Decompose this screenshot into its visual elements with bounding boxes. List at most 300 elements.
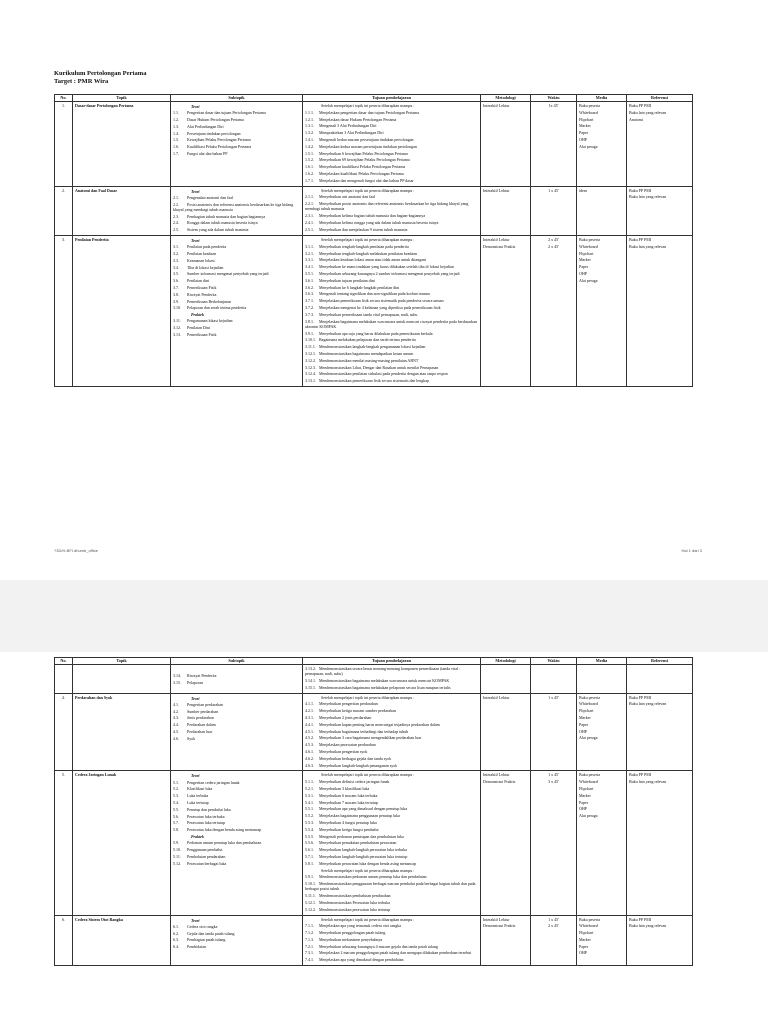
subtopic-text: Pemeriksaan Berkelanjutan — [187, 298, 231, 304]
objective-item — [305, 847, 478, 852]
media-cell — [577, 235, 627, 386]
media-item: Paper — [579, 721, 589, 727]
subtopic-item — [173, 244, 300, 249]
objective-item — [305, 227, 478, 232]
objective-text: Menjelaskan bagaimana melakukan wawancara untuk mencari riwayat penderita pada berdasarkan akronim KOMPAK — [305, 318, 478, 329]
objective-number: 7.3.1. — [305, 950, 314, 956]
reference-item: Buku lain yang relevan — [629, 701, 667, 707]
objective-item — [305, 220, 478, 225]
objective-text: Mendemonstrasikan Perawatan luka terbuka — [319, 899, 390, 905]
reference-cell — [627, 693, 693, 771]
subtopic-text: Kualifikasi Pelaku Pertolongan Pertama — [187, 144, 252, 150]
objective-item — [305, 742, 478, 747]
objective-number: 5.5.1. — [305, 806, 314, 812]
subtopic-text: Perawatan luka dengan benda asing menancap — [187, 827, 262, 833]
subtopic-text: Pedoman umum penutup luka dan pembalutan — [187, 840, 262, 846]
subtopic-item — [173, 924, 300, 929]
subtopic-text: Pembidaian — [187, 944, 206, 950]
subtopic-number: 3.5. — [173, 271, 179, 277]
subtopic-number: 5.5. — [173, 806, 179, 812]
objective-item — [305, 351, 478, 356]
subtopic-text: Cedera otot rangka — [187, 923, 218, 929]
objective-number: 3.12.4. — [305, 371, 316, 377]
reference-cell — [627, 771, 693, 915]
objective-item — [305, 840, 478, 845]
table-row — [55, 102, 693, 187]
objective-lead: Setelah mempelajari topik ini peserta diharapkan mampu : — [321, 867, 415, 873]
objective-text: Mendemonstrasikan bagaimana melakukan pelaporan secara lisan maupun tertulis — [319, 684, 451, 690]
topic-cell — [73, 235, 171, 386]
objective-number: 3.8.1. — [305, 318, 314, 324]
objective-number: 3.3.1. — [305, 257, 314, 263]
subtopic-number: 4.2. — [173, 708, 179, 714]
objective-text: Menyebutkan arti anatomi dan faal — [319, 194, 375, 200]
media-item: Paper — [579, 799, 589, 805]
media-cell — [577, 665, 627, 694]
subtopic-text: Pengertian dasar dan tujuan Pertolongan Pertama — [187, 110, 266, 116]
subtopic-text: Dasar Hukum Pertolongan Pertama — [187, 117, 244, 122]
subtopic-cell — [171, 102, 303, 187]
subtopic-number: 3.13. — [173, 331, 181, 337]
objective-item — [305, 298, 478, 303]
media-cell — [577, 771, 627, 915]
objective-item — [305, 344, 478, 349]
media-item: Whiteboard — [579, 109, 598, 115]
reference-cell — [627, 915, 693, 966]
subtopic-text: Klasifikasi luka — [187, 786, 213, 792]
objective-item — [305, 786, 478, 791]
objective-text: Mendemonstrasikan pembalutan pendarahan — [319, 893, 391, 899]
objective-item — [305, 881, 478, 891]
objective-text: Mendemonstrasikan Lihat, Dengar dan Rasakan untuk menilai Pernapasan — [319, 364, 439, 370]
subtopic-item — [173, 722, 300, 727]
objective-text: Menyebutkan 69 kewajiban Pelaku Pertolongan Pertama — [319, 157, 410, 163]
subtopic-number: 6.4. — [173, 944, 179, 950]
header-topik: Topik — [73, 658, 171, 665]
subtopic-item — [173, 292, 300, 297]
row-number: 6. — [55, 915, 73, 966]
method-item: Interaktif Lektur — [483, 103, 510, 108]
objective-text: Menyebutkan 6 macam luka terbuka — [319, 792, 378, 798]
objective-text: Menjelaskan 2 macam penggolongan patah tulang dan mengapa dilakukan pembedaan tersebut — [319, 950, 472, 956]
subtopic-item — [173, 195, 300, 200]
objective-text: Bagaimana melakukan pelaporan dan serah terima penderita — [319, 337, 416, 343]
media-item: Buku peserta — [579, 236, 600, 242]
objective-number: 4.2.1. — [305, 708, 314, 714]
objective-item — [305, 861, 478, 866]
subtopic-number: 3.7. — [173, 284, 179, 290]
time-cell — [531, 235, 577, 386]
subtopic-text: Gejala dan tanda patah tulang — [187, 930, 235, 936]
objective-text: Menyebutkan 2 jenis perdarahan — [319, 714, 372, 720]
subtopic-text: Posisi anatomis dan referensi anatomis berdasarkan ke tiga bidang khayal yang membagi tubuh manusia — [173, 201, 294, 212]
objective-item — [305, 378, 478, 383]
objective-text: Menjelaskan mengenai ke 4 kelainan yang diperiksa pada pemeriksaan fisik — [319, 304, 441, 310]
objective-cell — [303, 665, 481, 694]
subtopic-item — [173, 124, 300, 129]
objective-item — [305, 806, 478, 811]
document-title: Kurikulum Pertolongan Pertama — [54, 70, 147, 77]
table-header-row — [55, 95, 693, 102]
time-cell — [531, 102, 577, 187]
time-item: 2 x 45' — [548, 243, 559, 249]
objective-number: 5.10.1. — [305, 881, 316, 887]
objective-item — [305, 178, 478, 183]
objective-number: 5.6.1. — [305, 847, 314, 853]
objective-text: Menyebutkan pengertian syok — [319, 748, 368, 754]
time-item: 1x 45' — [548, 103, 559, 108]
subtopic-text: Perawatan berbagai luka — [187, 860, 227, 866]
subtopic-cell — [171, 186, 303, 235]
media-item: idem — [579, 187, 587, 193]
topic-name: Dasar-dasar Pertolongan Pertama — [75, 103, 134, 108]
subtopic-item — [173, 258, 300, 263]
curriculum-table-page-1 — [54, 94, 693, 387]
section-label: Praktek — [191, 833, 204, 839]
objective-item — [305, 813, 478, 818]
section-label: Teori — [191, 917, 200, 923]
row-number: 5. — [55, 771, 73, 915]
subtopic-text: Syok — [187, 735, 196, 741]
objective-cell — [303, 102, 481, 187]
table-row — [55, 915, 693, 966]
objective-item — [305, 923, 478, 928]
subtopic-text: Pengertian perdarahan — [187, 701, 223, 707]
subtopic-number: 2.1. — [173, 194, 179, 200]
subtopic-item — [173, 278, 300, 283]
objective-number: 7.2.1. — [305, 943, 314, 949]
method-cell — [481, 186, 531, 235]
media-item: Marker — [579, 936, 591, 942]
objective-text: Menjelaskan bagaimana penggunaan penutup luka — [319, 813, 400, 819]
topic-cell — [73, 186, 171, 235]
subtopic-item — [173, 736, 300, 741]
subtopic-item — [173, 151, 300, 156]
subtopic-number: 3.9. — [173, 298, 179, 304]
objective-item — [305, 194, 478, 199]
header-metodologi: Metodologi — [481, 95, 531, 102]
subtopic-cell — [171, 915, 303, 966]
reference-item: Buku lain yang relevan — [629, 194, 667, 200]
subtopic-text: Pemeriksaan Fisik — [187, 331, 217, 337]
media-item: OHP — [579, 950, 588, 956]
topic-cell — [73, 665, 171, 694]
objective-number: 7.4.1. — [305, 957, 314, 963]
objective-lead: Setelah mempelajari topik ini peserta diharapkan mampu : — [321, 187, 415, 193]
objective-number: 1.1.1. — [305, 109, 314, 115]
subtopic-cell — [171, 235, 303, 386]
objective-text: Menyebutkan 6 kewajiban Pelaku Pertolongan Pertama — [319, 150, 408, 156]
objective-item — [305, 779, 478, 784]
objective-text: Mengenali kedua macam persetujuan tindakan pertolongan — [319, 136, 414, 142]
objective-text: Mendemonstrasikan penggunaan berbagai macam pembalut pada berbagai bagian tubuh dan pada berbagai posisi tubuh — [305, 881, 476, 892]
objective-number: 3.9.1. — [305, 330, 314, 336]
objective-number: 4.6.3. — [305, 762, 314, 768]
objective-number: 3.2.1. — [305, 250, 314, 256]
subtopic-text: Perawatan luka terbuka — [187, 813, 225, 819]
objective-text: Menyebutkan dan menjelaskan 9 sistem tubuh manusia — [319, 226, 408, 232]
subtopic-number: 1.2. — [173, 117, 179, 122]
objective-text: Menjelaskan apa yang termasuk cedera otot rangka — [319, 923, 401, 929]
objective-number: 5.3.1. — [305, 792, 314, 798]
subtopic-number: 5.12. — [173, 860, 181, 866]
subtopic-number: 1.1. — [173, 110, 179, 116]
subtopic-item — [173, 271, 300, 276]
subtopic-text: Luka tertutup — [187, 799, 209, 805]
media-item: Paper — [579, 264, 589, 270]
header-subtopik: Subtopik — [171, 95, 303, 102]
objective-item — [305, 151, 478, 156]
media-item: Paper — [579, 130, 589, 136]
subtopic-number: 4.1. — [173, 701, 179, 707]
objective-number: 7.1.2. — [305, 930, 314, 936]
subtopic-text: Sistem yang ada dalam tubuh manusia — [187, 227, 249, 233]
objective-cell — [303, 915, 481, 966]
objective-item — [305, 944, 478, 949]
subtopic-text: Pembagian tubuh manusia dan bagian bagiannya — [187, 213, 266, 219]
subtopic-item — [173, 702, 300, 707]
subtopic-item — [173, 325, 300, 330]
subtopic-item — [173, 332, 300, 337]
reference-item: Buku PP PMI — [629, 772, 652, 778]
objective-text: Menyebutkan sekurang-kurangnya 2 sumber informasi mengenai penyebab yang terjadi — [319, 270, 460, 276]
subtopic-text: Penilaian dini — [187, 278, 210, 284]
time-item: 2 x 45' — [548, 236, 559, 242]
objective-lead: Setelah mempelajari topik ini peserta diharapkan mampu : — [321, 236, 415, 242]
objective-number: 1.2.1. — [305, 116, 314, 122]
subtopic-text: Sumber informasi mengenai penyebab yang terjadi — [187, 271, 269, 277]
reference-item: Buku PP PMI — [629, 236, 652, 242]
objective-number: 2.1.1. — [305, 194, 314, 200]
objective-text: Menyebutkan tujuan penilaian dini — [319, 277, 375, 283]
objective-text: Mengenali pedoman penutupan dan pembalutan luka — [319, 833, 404, 839]
subtopic-text: Sumber perdarahan — [187, 708, 219, 714]
row-number: 1. — [55, 102, 73, 187]
media-item: Whiteboard — [579, 923, 598, 929]
reference-item: Anatomi — [629, 116, 643, 122]
objective-text: Menyebutkan ketiga fungsi pembalut — [319, 826, 379, 832]
objective-number: 3.13.2. — [305, 666, 316, 671]
media-item: Alat peraga — [579, 143, 598, 149]
objective-number: 3.7.3. — [305, 311, 314, 317]
subtopic-item — [173, 110, 300, 115]
objective-number: 3.15.1. — [305, 684, 316, 690]
objective-number: 3.12.3. — [305, 364, 316, 370]
reference-item: Buku PP PMI — [629, 103, 652, 108]
objective-item — [305, 749, 478, 754]
media-item: Alat peraga — [579, 277, 598, 283]
method-cell — [481, 693, 531, 771]
objective-item — [305, 117, 478, 122]
time-item: 1 x 45' — [548, 694, 559, 700]
objective-item — [305, 800, 478, 805]
objective-text: Menjelaskan pengertian dasar dan tujuan Pertolongan Pertama — [319, 109, 419, 115]
objective-text: Menjelaskan keadaan lokasi aman atau tidak aman untuk ditangani — [319, 257, 427, 263]
section-label: Teori — [191, 188, 200, 194]
objective-item — [305, 701, 478, 706]
subtopic-item — [173, 214, 300, 219]
subtopic-text: Pengamanan lokasi kejadian — [187, 318, 233, 324]
reference-cell — [627, 235, 693, 386]
objective-cell — [303, 693, 481, 771]
objective-text: Menjelaskan perawatan perdarahan — [319, 742, 376, 748]
subtopic-number: 3.11. — [173, 318, 181, 324]
document-title-block — [54, 70, 146, 86]
objective-item — [305, 312, 478, 317]
subtopic-text: Pengenalan anatomi dan faal — [187, 194, 234, 200]
objective-item — [305, 735, 478, 740]
objective-cell — [303, 235, 481, 386]
header-media: Media — [577, 658, 627, 665]
subtopic-text: Penilaian Dini — [187, 325, 210, 331]
method-cell — [481, 102, 531, 187]
table-row — [55, 665, 693, 694]
objective-text: Menyebutkan apa saja yang harus dilakukan pada pemeriksaan berkala — [319, 330, 433, 336]
subtopic-number: 1.7. — [173, 150, 179, 156]
header-referensi: Referensi — [627, 95, 693, 102]
objective-item — [305, 365, 478, 370]
objective-number: 5.12.1. — [305, 899, 316, 905]
reference-item: Buku lain yang relevan — [629, 923, 667, 929]
objective-text: Menjelaskan dan mengenali fungsi alat dan bahan PP dasar — [319, 177, 414, 183]
footer-left: ?3D/H-BFI.dhumb_office — [54, 548, 98, 553]
objective-number: 1.5.1. — [305, 150, 314, 156]
objective-number: 4.1.1. — [305, 701, 314, 707]
subtopic-number: 3.1. — [173, 244, 179, 250]
objective-number: 4.6.2. — [305, 755, 314, 761]
objective-item — [305, 171, 478, 176]
media-item: Whiteboard — [579, 701, 598, 707]
objective-number: 1.5.2. — [305, 157, 314, 163]
subtopic-item — [173, 780, 300, 785]
objective-number: 3.5.1. — [305, 270, 314, 276]
subtopic-item — [173, 680, 300, 685]
page-separator — [0, 580, 768, 652]
topic-cell — [73, 102, 171, 187]
header-tujuan: Tujuan pembelajaran — [303, 95, 481, 102]
subtopic-text: Pembalutan pendarahan — [187, 853, 226, 859]
subtopic-text: Pelaporan — [187, 679, 203, 685]
reference-item: Buku lain yang relevan — [629, 779, 667, 785]
subtopic-number: 6.3. — [173, 937, 179, 943]
subtopic-item — [173, 944, 300, 949]
time-cell — [531, 771, 577, 915]
subtopic-item — [173, 220, 300, 225]
subtopic-number: 2.4. — [173, 220, 179, 226]
reference-cell — [627, 102, 693, 187]
header-tujuan: Tujuan pembelajaran — [303, 658, 481, 665]
subtopic-number: 1.6. — [173, 144, 179, 150]
subtopic-number: 5.1. — [173, 779, 179, 785]
subtopic-number: 5.3. — [173, 793, 179, 799]
subtopic-number: 3.3. — [173, 257, 179, 263]
objective-lead: Setelah mempelajari topik ini peserta diharapkan mampu : — [321, 103, 415, 108]
objective-number: 4.5.3. — [305, 742, 314, 748]
objective-number: 5.5.4. — [305, 826, 314, 832]
objective-item — [305, 834, 478, 839]
objective-number: 2.2.1. — [305, 201, 314, 207]
objective-number: 4.6.1. — [305, 748, 314, 754]
media-cell — [577, 186, 627, 235]
objective-item — [305, 278, 478, 283]
subtopic-item — [173, 820, 300, 825]
objective-text: Menjelaskan dasar Hukum Pertolongan Pertama — [319, 116, 397, 122]
subtopic-number: 4.4. — [173, 722, 179, 728]
subtopic-item — [173, 937, 300, 942]
objective-text: Menyebutkan pemakaian pembalutan perawatan — [319, 840, 397, 846]
objective-item — [305, 331, 478, 336]
media-item: Flipchart — [579, 708, 594, 714]
objective-item — [305, 874, 478, 879]
media-item: Buku peserta — [579, 916, 600, 922]
document-target: Target : PMR Wira — [54, 78, 109, 85]
objective-number: 5.5.5. — [305, 833, 314, 839]
subtopic-item — [173, 786, 300, 791]
objective-number: 5.4.1. — [305, 799, 314, 805]
subtopic-item — [173, 715, 300, 720]
subtopic-number: 2.5. — [173, 227, 179, 233]
objective-text: Menyebutkan 4 fungsi penutup luka — [319, 819, 377, 825]
objective-text: Mengenali tentang signifikan dan non-signifikan pada korban trauma — [319, 291, 430, 297]
objective-text: Menyebutkan ke 6 langkah-langkah penilaian dini — [319, 284, 400, 290]
subtopic-cell — [171, 771, 303, 915]
time-cell — [531, 665, 577, 694]
objective-text: Mendemonstrasikan pemeriksaan fisik secara sistematis dan lengkap — [319, 378, 429, 384]
objective-number: 1.6.2. — [305, 170, 314, 176]
objective-text: Menyebutkan bagaimana terhadingi dan terhadap tubuh — [319, 728, 409, 734]
objective-text: Mengenali 3 Alat Perlindungan Diri — [319, 123, 377, 129]
subtopic-text: Pemeriksaan Fisik — [187, 284, 217, 290]
row-number: 4. — [55, 693, 73, 771]
objective-item — [305, 827, 478, 832]
objective-number: 3.14.1. — [305, 678, 316, 683]
table-row — [55, 186, 693, 235]
topic-cell — [73, 693, 171, 771]
topic-name: Cedera Jaringan Lunak — [75, 772, 117, 778]
media-item: Flipchart — [579, 785, 594, 791]
header-subtopik: Subtopik — [171, 658, 303, 665]
objective-item — [305, 678, 478, 683]
objective-item — [305, 666, 478, 676]
media-cell — [577, 915, 627, 966]
objective-number: 2.5.1. — [305, 226, 314, 232]
method-item: Interaktif Lektur — [483, 772, 510, 778]
section-label: Teori — [191, 104, 200, 109]
objective-number: 3.6.1. — [305, 277, 314, 283]
objective-item — [305, 930, 478, 935]
subtopic-number: 5.7. — [173, 820, 179, 826]
subtopic-item — [173, 861, 300, 866]
objective-item — [305, 201, 478, 211]
subtopic-item — [173, 131, 300, 136]
method-item: Demonstrasi Praktis — [483, 243, 516, 249]
time-item: 1 x 45' — [548, 772, 559, 778]
objective-item — [305, 893, 478, 898]
objective-text: Menyebutkan ke enam tindakan yang harus dilakukan setelah tiba di lokasi kejadian — [319, 264, 454, 270]
objective-text: Menyebutkan ketiga macam sumber perdarahan — [319, 708, 396, 714]
subtopic-item — [173, 202, 300, 212]
subtopic-text: Rongga dalam tubuh manusia beserta isinya — [187, 220, 258, 226]
subtopic-text: Riwayat Penderita — [187, 672, 217, 678]
subtopic-text: Tiba di lokasi kejadian — [187, 264, 224, 270]
objective-text: Menyebutkan penggolongan patah tulang — [319, 930, 386, 936]
topic-name: Cedera Sistem Otot Rangka — [75, 916, 123, 922]
objective-number: 5.5.3. — [305, 819, 314, 825]
topic-cell — [73, 915, 171, 966]
subtopic-number: 3.10. — [173, 305, 181, 311]
method-item: Interaktif Lektur — [483, 236, 510, 242]
row-number — [55, 665, 73, 694]
